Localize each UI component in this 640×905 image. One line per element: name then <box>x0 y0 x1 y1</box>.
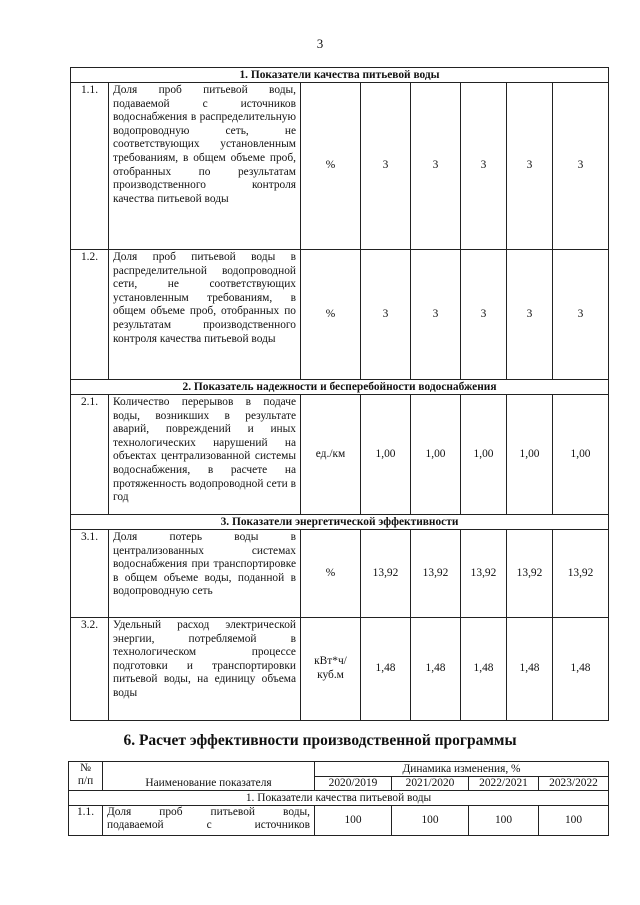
row-number: 3.2. <box>71 618 109 721</box>
value-cell: 3 <box>411 83 461 250</box>
section-title: 1. Показатели качества питьевой воды <box>69 791 609 806</box>
value-cell: 1,48 <box>507 618 553 721</box>
indicator-name: Количество перерывов в подаче воды, возникших в результате аварий, повреждений и иных технологических нарушений на объектах централизованной системы водоснабжения, в расчете на протяженность водопроводной сети в год <box>109 395 301 515</box>
value-cell: 1,48 <box>553 618 609 721</box>
indicator-name-line: Доля проб питьевой воды, <box>107 806 310 818</box>
row-number: 2.1. <box>71 395 109 515</box>
column-number-label-2: п/п <box>77 775 94 787</box>
section-row <box>69 791 609 806</box>
indicator-name <box>103 806 315 836</box>
section-row <box>71 68 609 83</box>
value-cell: 13,92 <box>361 530 411 618</box>
value-cell: 3 <box>553 83 609 250</box>
value-cell: 100 <box>315 806 392 836</box>
value-cell: 1,00 <box>411 395 461 515</box>
value-cell: 3 <box>361 250 411 380</box>
unit-cell: % <box>301 530 361 618</box>
unit-cell: кВт*ч/ куб.м <box>301 618 361 721</box>
table-row <box>71 618 609 721</box>
table-row <box>69 806 609 836</box>
indicator-name: Доля проб питьевой воды, подаваемой с источников водоснабжения в распределительную водопроводную сеть, не соответствующих установленным требованиям, в общем объеме проб, отобранных по результатам производственного контроля качества питьевой воды <box>109 83 301 250</box>
section-title: 3. Показатели энергетической эффективности <box>71 515 609 530</box>
period-header: 2020/2019 <box>315 777 392 791</box>
section-row <box>71 515 609 530</box>
row-number: 1.1. <box>71 83 109 250</box>
period-header: 2022/2021 <box>469 777 539 791</box>
table-row <box>71 395 609 515</box>
indicator-name-line: подаваемой с источников <box>107 819 310 831</box>
unit-cell: % <box>301 250 361 380</box>
value-cell: 1,00 <box>361 395 411 515</box>
value-cell: 1,00 <box>461 395 507 515</box>
value-cell: 3 <box>461 83 507 250</box>
row-number: 1.1. <box>69 806 103 836</box>
indicator-name: Доля проб питьевой воды в распределительной водопроводной сети, не соответствующих установленным требованиям, в общем объеме проб, отобранных по результатам производственного контроля качества питьевой воды <box>109 250 301 380</box>
unit-cell: % <box>301 83 361 250</box>
indicator-name: Доля потерь воды в централизованных системах водоснабжения при транспортировке в общем объеме воды, поданной в водопроводную сеть <box>109 530 301 618</box>
value-cell: 3 <box>507 83 553 250</box>
value-cell: 1,00 <box>553 395 609 515</box>
indicators-table <box>70 67 609 721</box>
value-cell: 3 <box>553 250 609 380</box>
row-number: 1.2. <box>71 250 109 380</box>
section-6-title: 6. Расчет эффективности производственной программы <box>123 732 517 749</box>
value-cell: 100 <box>539 806 609 836</box>
table-row <box>71 83 609 250</box>
value-cell: 1,48 <box>461 618 507 721</box>
value-cell: 3 <box>411 250 461 380</box>
section-title: 2. Показатель надежности и бесперебойности водоснабжения <box>71 380 609 395</box>
column-number-header <box>69 762 103 791</box>
section-row <box>71 380 609 395</box>
value-cell: 1,48 <box>411 618 461 721</box>
header-row <box>69 762 609 777</box>
value-cell: 13,92 <box>553 530 609 618</box>
value-cell: 13,92 <box>461 530 507 618</box>
value-cell: 100 <box>469 806 539 836</box>
value-cell: 1,48 <box>361 618 411 721</box>
value-cell: 13,92 <box>411 530 461 618</box>
value-cell: 3 <box>507 250 553 380</box>
indicator-name: Удельный расход электрической энергии, потребляемой в технологическом процессе подготовки и транспортировки питьевой воды, на единицу объема воды <box>109 618 301 721</box>
unit-cell: ед./км <box>301 395 361 515</box>
section-title: 1. Показатели качества питьевой воды <box>71 68 609 83</box>
value-cell: 13,92 <box>507 530 553 618</box>
table-row <box>71 530 609 618</box>
value-cell: 1,00 <box>507 395 553 515</box>
efficiency-table <box>68 761 609 836</box>
row-number: 3.1. <box>71 530 109 618</box>
value-cell: 100 <box>392 806 469 836</box>
column-dynamics-header: Динамика изменения, % <box>315 762 609 777</box>
period-header: 2023/2022 <box>539 777 609 791</box>
value-cell: 3 <box>461 250 507 380</box>
column-name-header: Наименование показателя <box>103 762 315 791</box>
period-header: 2021/2020 <box>392 777 469 791</box>
column-number-label: № <box>80 762 91 774</box>
value-cell: 3 <box>361 83 411 250</box>
page-number: 3 <box>316 36 324 51</box>
table-row <box>71 250 609 380</box>
